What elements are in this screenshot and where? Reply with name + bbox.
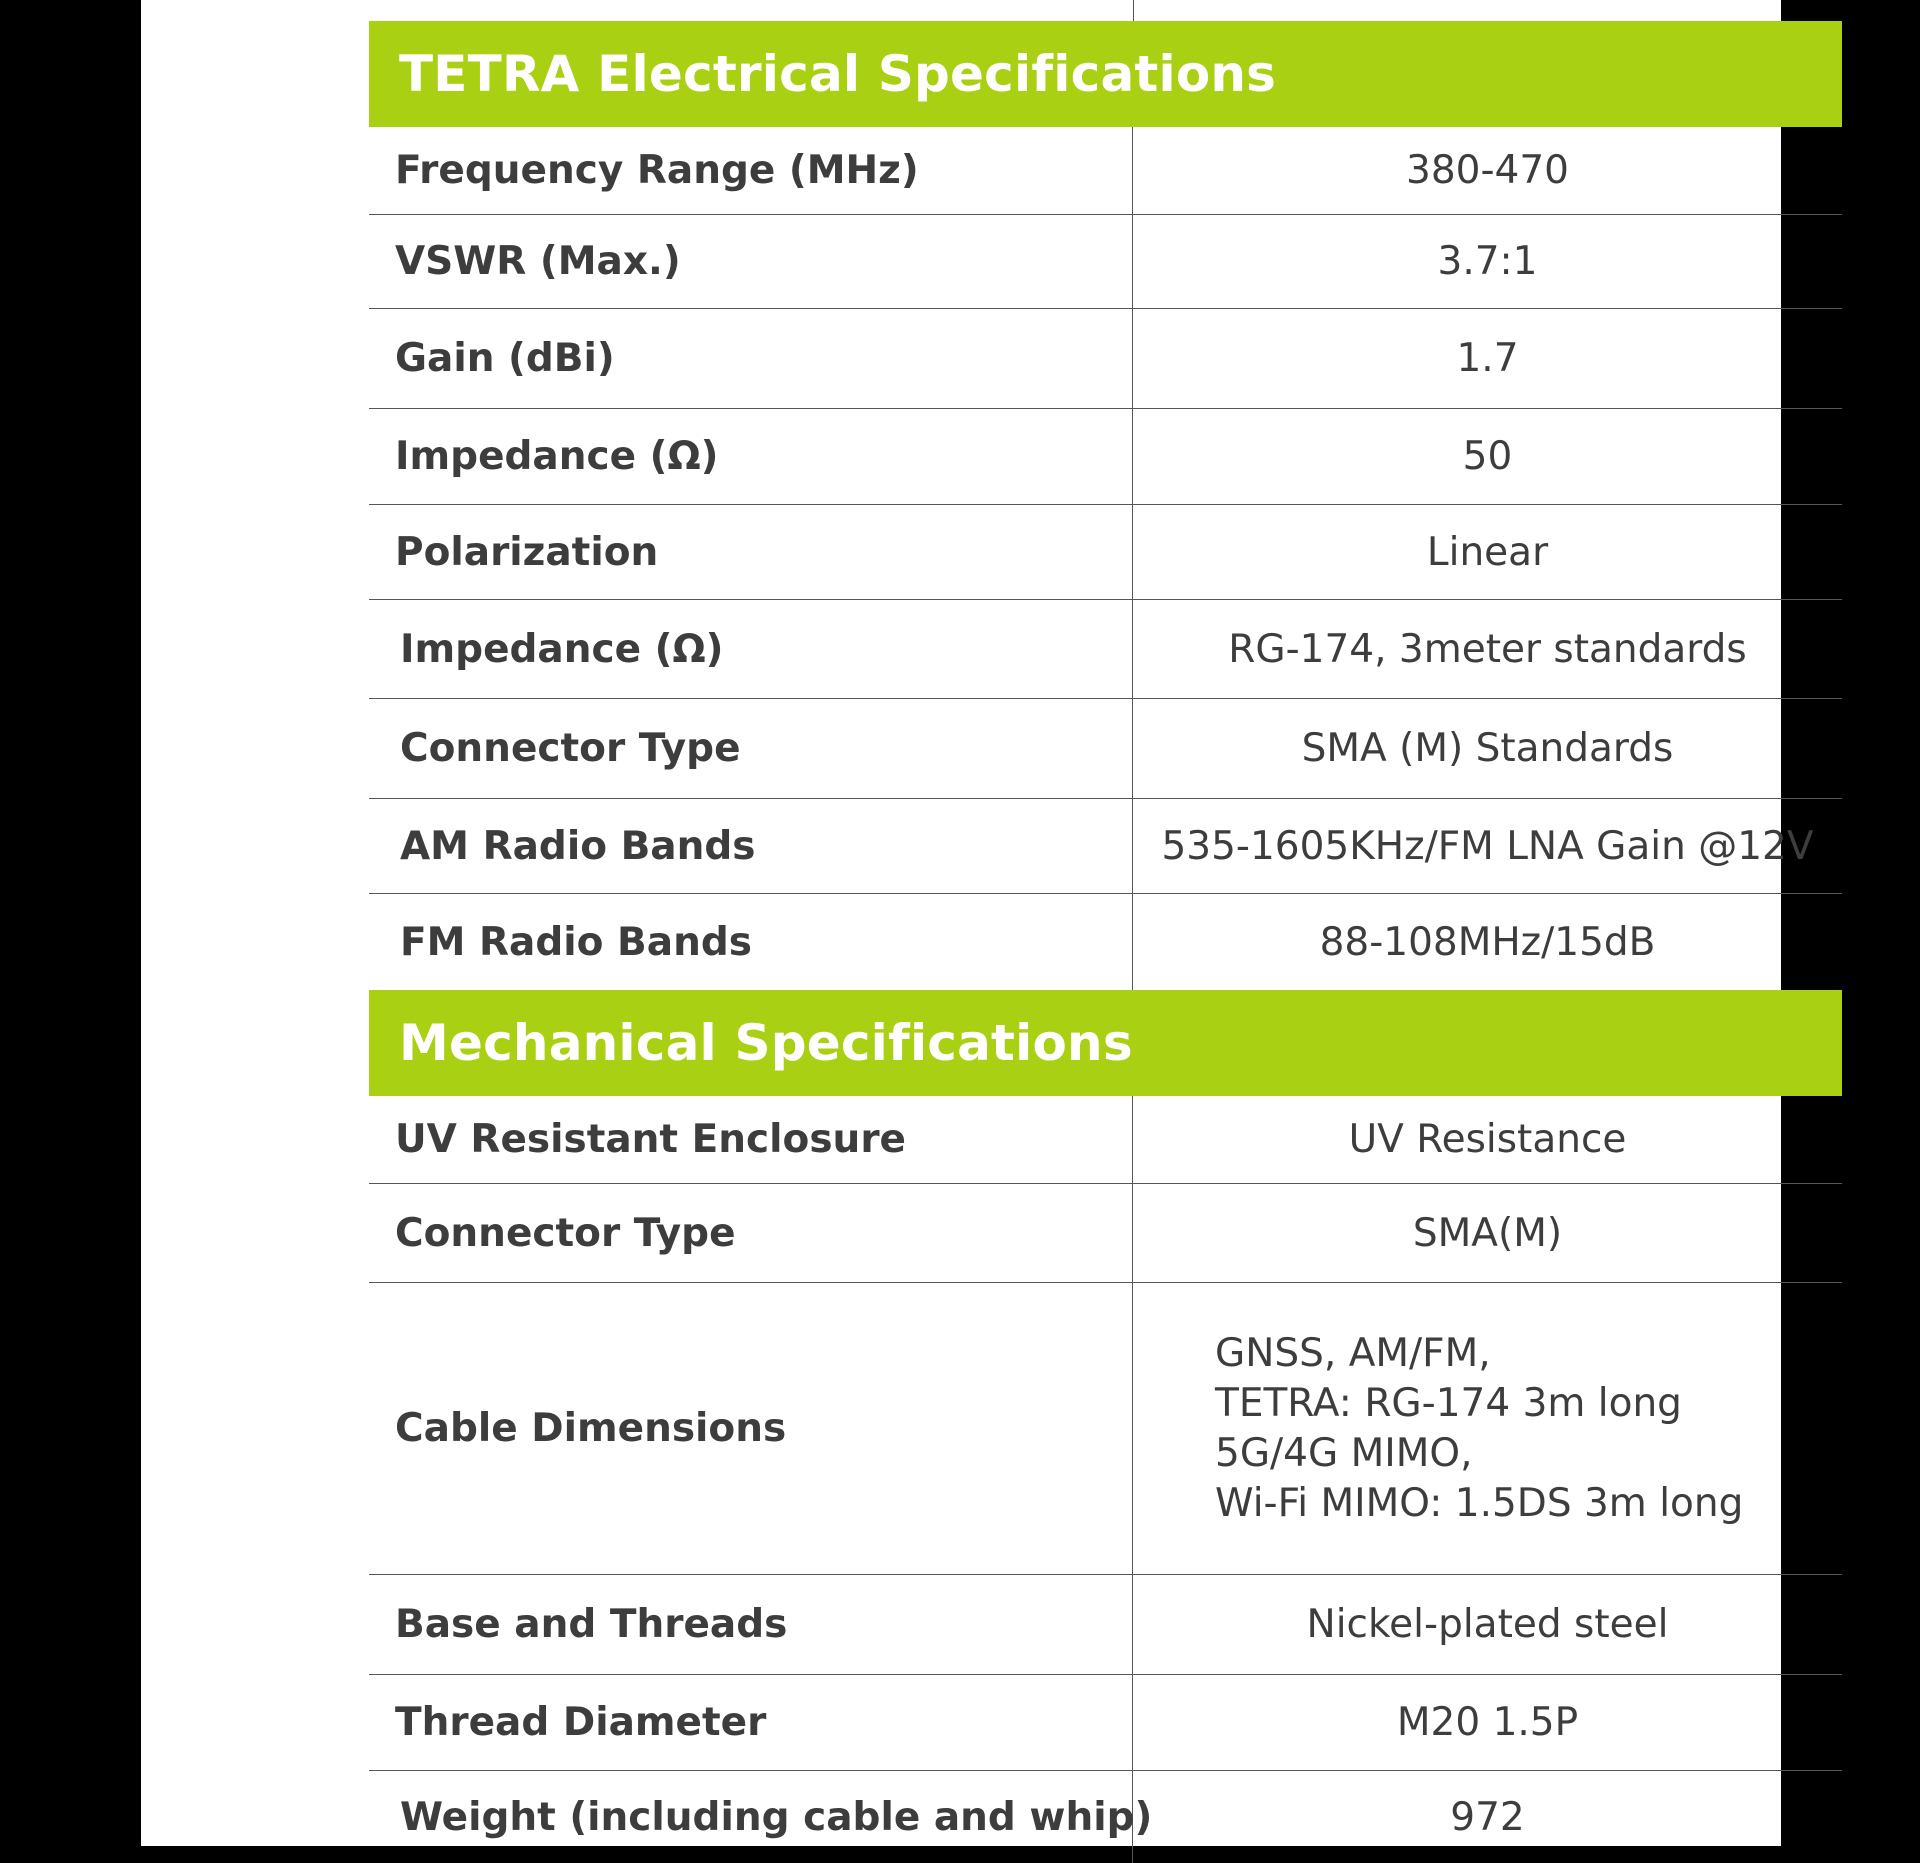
spec-label: Connector Type [369, 1184, 1133, 1282]
spec-value: SMA (M) Standards [1301, 726, 1674, 771]
spec-label: FM Radio Bands [369, 894, 1133, 990]
spec-label: Gain (dBi) [369, 309, 1133, 408]
table-row [369, 600, 1842, 699]
table-row [369, 699, 1842, 799]
section-header-electrical [369, 21, 1842, 127]
spec-value: SMA(M) [1412, 1210, 1563, 1256]
table-row [369, 409, 1842, 505]
spec-value: 972 [1450, 1794, 1525, 1840]
spec-label: VSWR (Max.) [369, 215, 1133, 308]
section-header-mechanical [369, 990, 1842, 1096]
spec-table [369, 0, 1842, 1863]
spec-value: Nickel-plated steel [1306, 1602, 1669, 1647]
spec-label: Frequency Range (MHz) [369, 127, 1133, 214]
table-row [369, 127, 1842, 215]
table-row [369, 1675, 1842, 1771]
spec-value: 535-1605KHz/FM LNA Gain @12V [1161, 823, 1814, 869]
spec-value: 1.7 [1456, 336, 1519, 381]
spec-label: AM Radio Bands [369, 799, 1133, 893]
spec-value: Linear [1426, 529, 1549, 575]
spec-label: Impedance (Ω) [369, 409, 1133, 504]
table-row [369, 1283, 1842, 1575]
spec-value: 3.7:1 [1437, 239, 1538, 284]
spec-sheet-page [141, 0, 1814, 1846]
table-row [369, 1096, 1842, 1184]
table-row [369, 1575, 1842, 1675]
spec-value: 50 [1462, 434, 1513, 479]
spec-value: 380-470 [1406, 148, 1569, 193]
spec-label: Cable Dimensions [369, 1283, 1133, 1574]
spec-value-line: 5G/4G MIMO, [1215, 1430, 1473, 1476]
spec-value-multiline [1133, 1283, 1842, 1574]
table-row [369, 505, 1842, 600]
spec-label: Connector Type [369, 699, 1133, 798]
spec-value: M20 1.5P [1396, 1700, 1579, 1745]
table-row [369, 309, 1842, 409]
spec-value-line: Wi-Fi MIMO: 1.5DS 3m long [1215, 1480, 1744, 1526]
table-row [369, 215, 1842, 309]
spec-value: RG-174, 3meter standards [1228, 626, 1747, 672]
table-row [369, 1771, 1842, 1863]
table-row [369, 799, 1842, 894]
section-title: Mechanical Specifications [399, 1014, 1133, 1072]
table-row [369, 1184, 1842, 1283]
spec-value: 88-108MHz/15dB [1319, 919, 1656, 965]
spec-label: Weight (including cable and whip) [369, 1771, 1133, 1863]
table-top-divider [369, 0, 1842, 21]
spec-value-line: TETRA: RG-174 3m long [1215, 1380, 1682, 1426]
table-row [369, 894, 1842, 990]
spec-value-line: GNSS, AM/FM, [1215, 1330, 1491, 1376]
spec-label: Thread Diameter [369, 1675, 1133, 1770]
spec-label: Impedance (Ω) [369, 600, 1133, 698]
section-title: TETRA Electrical Specifications [399, 45, 1277, 103]
spec-label: Base and Threads [369, 1575, 1133, 1674]
spec-value: UV Resistance [1348, 1117, 1627, 1162]
spec-label: Polarization [369, 505, 1133, 599]
spec-label: UV Resistant Enclosure [369, 1096, 1133, 1183]
